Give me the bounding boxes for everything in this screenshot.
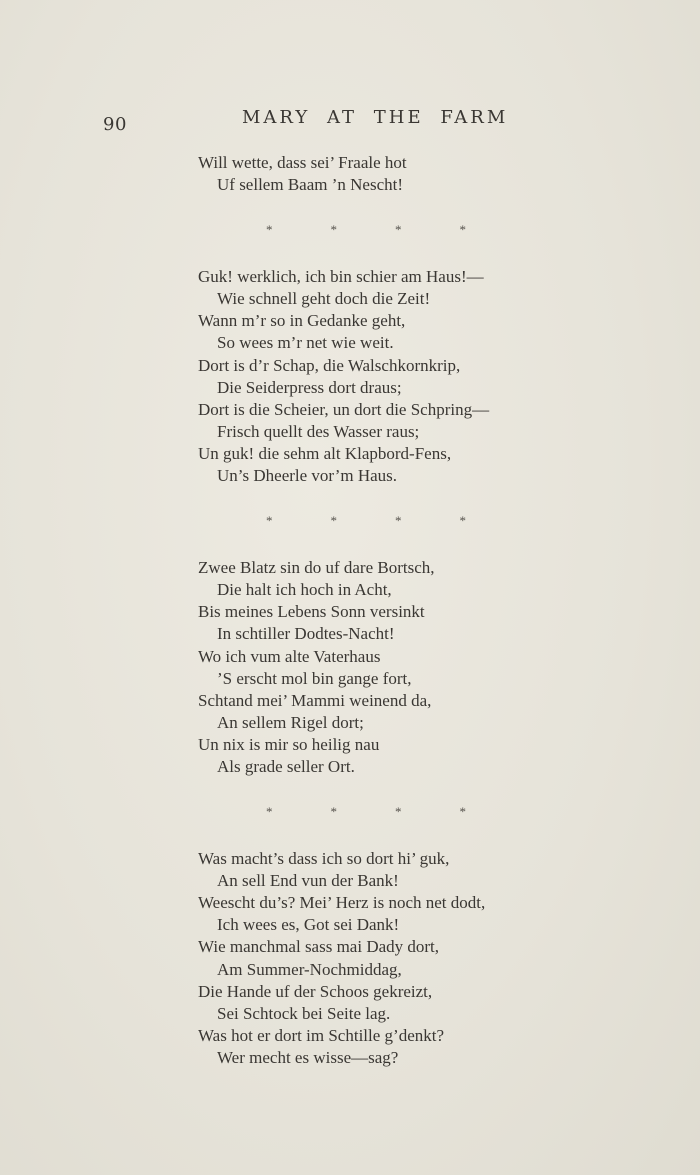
running-title: MARY AT THE FARM [242, 107, 509, 128]
poem-line: In schtiller Dodtes-Nacht! [217, 624, 395, 644]
poem-line: Un’s Dheerle vor’m Haus. [217, 466, 398, 486]
separator-asterisk: * [266, 222, 273, 238]
stanza-gap [198, 822, 598, 848]
separator-asterisk: * [330, 804, 337, 820]
poem-line: Dort is die Scheier, un dort die Schpring— [198, 399, 490, 419]
stanza-gap [198, 531, 598, 557]
poem-line: Die Seiderpress dort draus; [217, 377, 402, 397]
separator-asterisk: * [330, 513, 337, 529]
poem-line: Frisch quellt des Wasser raus; [217, 421, 420, 441]
poem-line: Un nix is mir so heilig nau [198, 734, 380, 754]
poem-line: An sellem Rigel dort; [217, 712, 364, 732]
poem-line: Wann m’r so in Gedanke geht, [198, 311, 406, 331]
separator-asterisk: * [266, 513, 273, 529]
separator-asterisk: * [395, 222, 402, 238]
poem-line: Wo ich vum alte Vaterhaus [198, 646, 381, 666]
stanza-gap [198, 196, 598, 220]
poem-body [198, 152, 598, 1069]
separator-asterisk: * [459, 513, 466, 529]
poem-line: An sell End vun der Bank! [217, 871, 399, 891]
poem-line: Bis meines Lebens Sonn versinkt [198, 602, 425, 622]
poem-line: Will wette, dass sei’ Fraale hot [198, 153, 407, 172]
poem-line: Un guk! die sehm alt Klapbord-Fens, [198, 443, 452, 463]
separator-asterisk: * [330, 222, 337, 238]
stanza-separator [266, 802, 466, 822]
stanza-gap [198, 240, 598, 266]
separator-asterisk: * [459, 804, 466, 820]
poem-line: Was macht’s dass ich so dort hi’ guk, [198, 849, 450, 869]
separator-asterisk: * [266, 804, 273, 820]
poem-line: Guk! werklich, ich bin schier am Haus!— [198, 267, 484, 287]
stanza [198, 152, 598, 196]
poem-line: Sei Schtock bei Seite lag. [217, 1003, 391, 1023]
poem-line: Wie schnell geht doch die Zeit! [217, 289, 431, 309]
separator-asterisk: * [395, 804, 402, 820]
poem-line: Wer mecht es wisse—sag? [217, 1047, 399, 1067]
poem-line: Zwee Blatz sin do uf dare Bortsch, [198, 558, 435, 578]
stanza [198, 848, 598, 1069]
poem-line: Am Summer-Nochmiddag, [217, 959, 402, 979]
poem-line: Was hot er dort im Schtille g’denkt? [198, 1025, 445, 1045]
poem-line: Schtand mei’ Mammi weinend da, [198, 690, 432, 710]
separator-asterisk: * [395, 513, 402, 529]
poem-line: ’S erscht mol bin gange fort, [217, 668, 412, 688]
poem-line: Ich wees es, Got sei Dank! [217, 915, 400, 935]
stanza [198, 266, 598, 487]
stanza-separator [266, 220, 466, 240]
separator-asterisk: * [459, 222, 466, 238]
poem-line: Die halt ich hoch in Acht, [217, 580, 392, 600]
poem-line: So wees m’r net wie weit. [217, 333, 394, 353]
poem-line: Dort is d’r Schap, die Walschkornkrip, [198, 355, 461, 375]
stanza-separator [266, 511, 466, 531]
poem-line: Wie manchmal sass mai Dady dort, [198, 937, 440, 957]
stanza [198, 557, 598, 778]
stanza-gap [198, 778, 598, 802]
poem-line: Uf sellem Baam ’n Nescht! [217, 175, 403, 195]
page-number: 90 [103, 114, 127, 135]
poem-line: Weescht du’s? Mei’ Herz is noch net dodt, [198, 893, 486, 913]
stanza-gap [198, 487, 598, 511]
poem-line: Als grade seller Ort. [217, 756, 355, 776]
poem-line: Die Hande uf der Schoos gekreizt, [198, 981, 433, 1001]
